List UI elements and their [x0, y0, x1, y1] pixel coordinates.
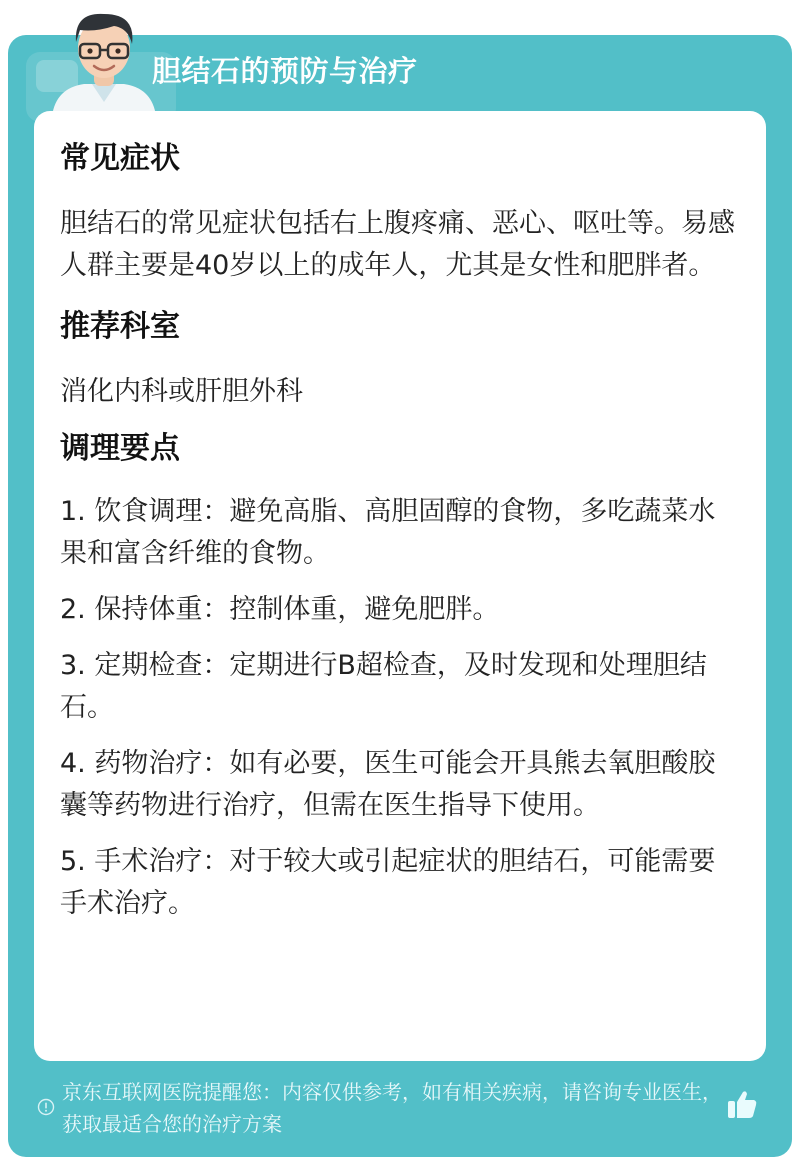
content-body: [60, 133, 740, 939]
content-card: [34, 111, 766, 1061]
page-title: 胆结石的预防与治疗: [152, 54, 418, 88]
section-heading-symptoms: 常见症状: [60, 141, 180, 176]
section-heading-department: 推荐科室: [60, 309, 180, 344]
list-item: 3. 定期检查：定期进行B超检查，及时发现和处理胆结石。: [60, 650, 707, 723]
disclaimer-text: 京东互联网医院提醒您：内容仅供参考，如有相关疾病，请咨询专业医生，获取最适合您的治疗方案: [62, 1080, 722, 1136]
section-text-symptoms: 胆结石的常见症状包括右上腹疼痛、恶心、呕吐等。易感人群主要是40岁以上的成年人，尤其是女性和肥胖者。: [60, 208, 735, 281]
list-item: 2. 保持体重：控制体重，避免肥胖。: [60, 594, 500, 625]
section-text-department: 消化内科或肝胆外科: [60, 376, 303, 407]
info-icon: [37, 1098, 55, 1116]
thumbs-up-icon[interactable]: [724, 1086, 760, 1122]
list-item: 4. 药物治疗：如有必要，医生可能会开具熊去氧胆酸胶囊等药物进行治疗，但需在医生指导下使用。: [60, 748, 716, 821]
list-item: 5. 手术治疗：对于较大或引起症状的胆结石，可能需要手术治疗。: [60, 846, 716, 919]
doctor-avatar-icon: [44, 6, 164, 116]
section-heading-care: 调理要点: [60, 431, 180, 466]
list-item: 1. 饮食调理：避免高脂、高胆固醇的食物，多吃蔬菜水果和富含纤维的食物。: [60, 496, 716, 569]
care-list: [60, 491, 740, 925]
